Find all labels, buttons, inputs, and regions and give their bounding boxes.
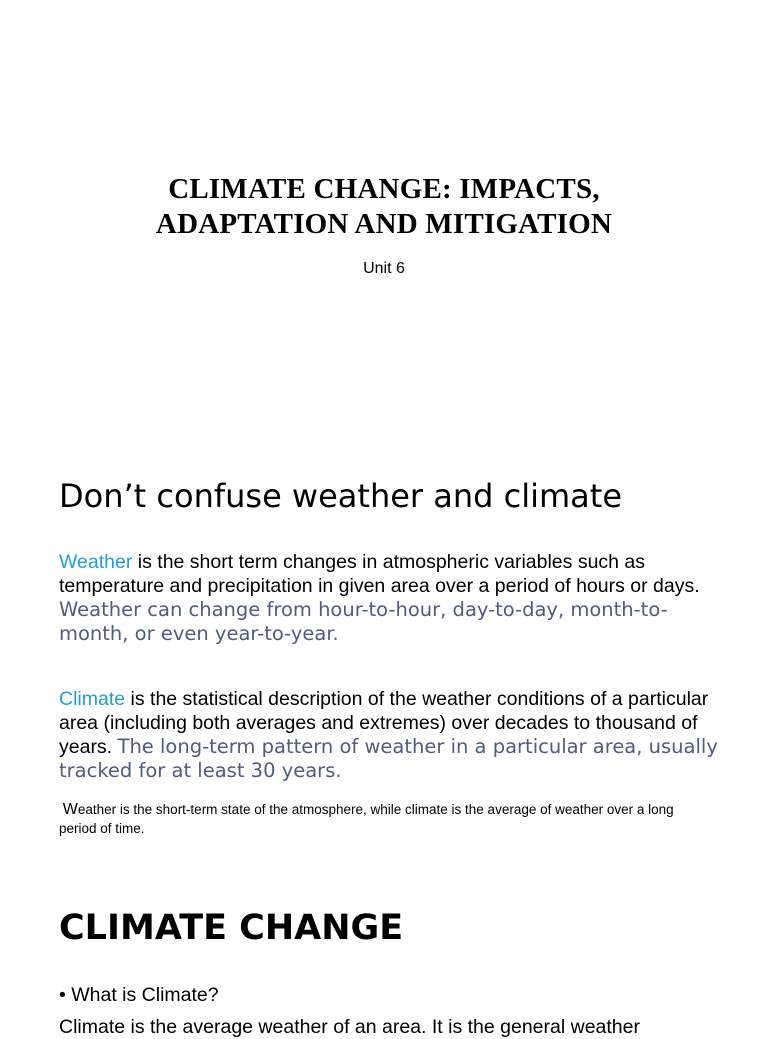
climate-description-partial: Climate is the average weather of an area. It is the general weather [59,1016,640,1038]
bullet-what-is-climate: • What is Climate? [59,984,219,1006]
climate-definition [59,687,719,783]
weather-climate-summary [59,800,709,838]
title-line-1: CLIMATE CHANGE: IMPACTS, [168,173,600,205]
unit-label: Unit 6 [363,260,405,277]
title-line-2: ADAPTATION AND MITIGATION [155,208,613,240]
summary-text: eather is the short-term state of the atmosphere, while climate is the average of weather over a long period of time. [59,802,674,836]
weather-note: Weather can change from hour-to-hour, day-to-day, month-to-month, or even year-to-year. [59,598,668,645]
weather-term: Weather [59,551,133,573]
climate-definition-text: is the statistical description of the weather conditions of a particular area (including both averages and extremes) over decades to thousand of years. [59,688,709,758]
weather-definition-text: is the short term changes in atmospheric variables such as temperature and precipitation in given area over a period of hours or days. [59,551,700,597]
weather-definition [59,550,719,646]
section-heading-climate-change: CLIMATE CHANGE [59,908,404,948]
document-title [0,172,768,242]
climate-term: Climate [59,688,126,710]
climate-note: The long-term pattern of weather in a particular area, usually tracked for at least 30 years. [59,735,718,782]
section-heading-weather-vs-climate: Don’t confuse weather and climate [59,477,622,515]
summary-initial: W [62,801,78,818]
